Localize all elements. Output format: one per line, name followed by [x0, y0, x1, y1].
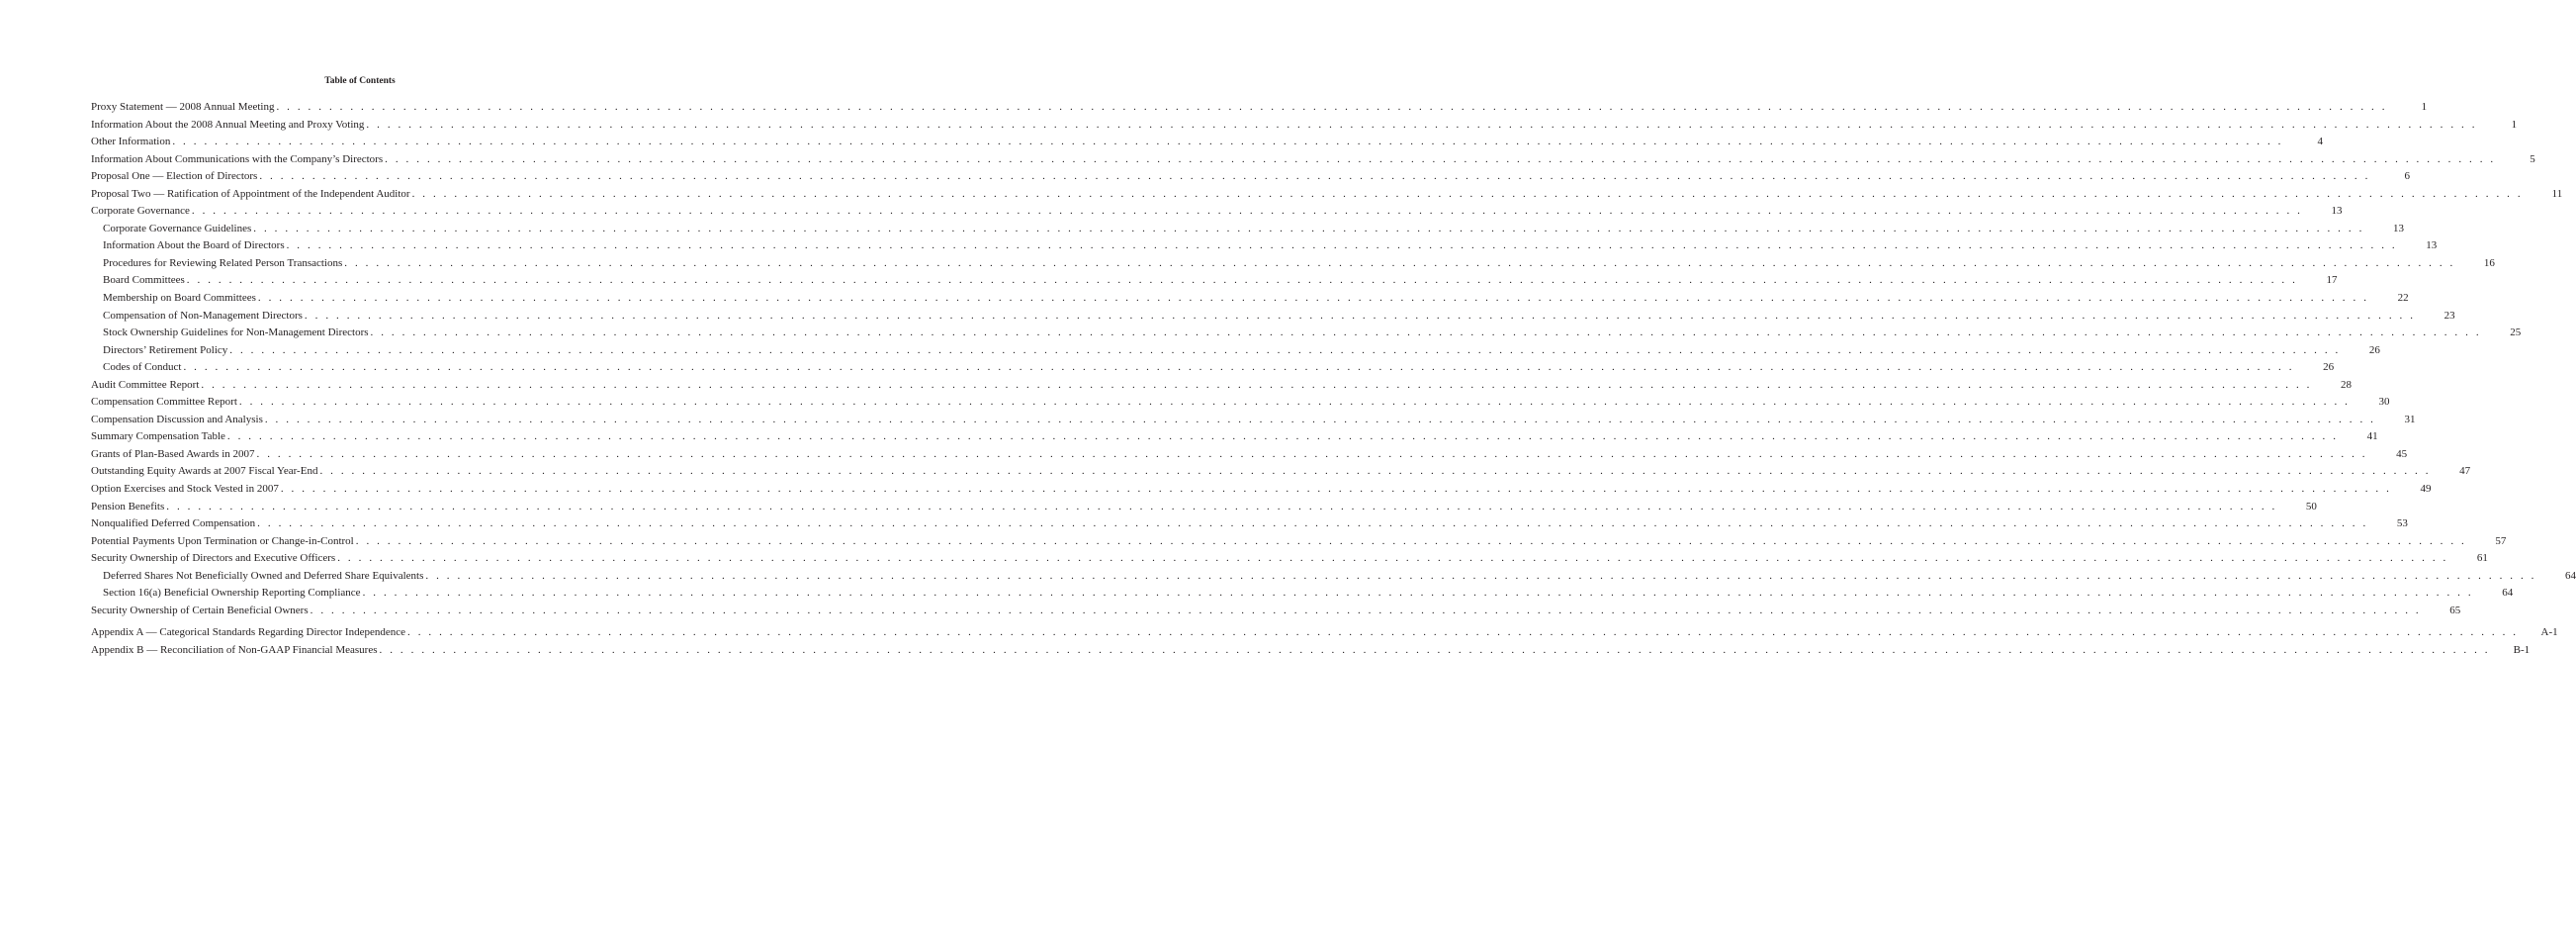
- dot-leader: . . . . . . . . . . . . . . . . . . . . . . . . . . . . . . . . . . . . . . . . . . . . . . . . . . . . . . . . . . . . . . . . . . . . . . . . . . . . . . . . . . . . . . . . . . . . . . . . . . . . . . . . . . . . . . . . . . . . . . . . . . . . . . . . . . . . . . . . . . . . . . . . . . . . . . . . . . . . . . . . . . . . . . . . . . . . . . . . . . . . . . . . . . . . . . . . . . . . . . . .: [370, 326, 2482, 339]
- toc-entry-page-number: 65: [2449, 604, 2461, 616]
- toc-entry-label: Grants of Plan-Based Awards in 2007: [91, 447, 255, 460]
- toc-entry[interactable]: [91, 237, 2438, 255]
- toc-entry-label: Board Committees: [103, 274, 185, 287]
- toc-entry[interactable]: [91, 117, 2518, 135]
- dot-leader: . . . . . . . . . . . . . . . . . . . . . . . . . . . . . . . . . . . . . . . . . . . . . . . . . . . . . . . . . . . . . . . . . . . . . . . . . . . . . . . . . . . . . . . . . . . . . . . . . . . . . . . . . . . . . . . . . . . . . . . . . . . . . . . . . . . . . . . . . . . . . . . . . . . . . . . . . . . . . . . . . . . . . . . . . . . . . . . . . . . . . . . . . . . . . . . . . . . . . . . .: [186, 274, 2298, 287]
- toc-entry-label: Option Exercises and Stock Vested in 2007: [91, 483, 279, 496]
- toc-entry[interactable]: [91, 499, 2317, 516]
- toc-entry-label: Other Information: [91, 136, 171, 148]
- dot-leader: . . . . . . . . . . . . . . . . . . . . . . . . . . . . . . . . . . . . . . . . . . . . . . . . . . . . . . . . . . . . . . . . . . . . . . . . . . . . . . . . . . . . . . . . . . . . . . . . . . . . . . . . . . . . . . . . . . . . . . . . . . . . . . . . . . . . . . . . . . . . . . . . . . . . . . . . . . . . . . . . . . . . . . . . . . . . . . . . . . . . . . . . . . . . . . . . . . . . . . . .: [226, 430, 2339, 443]
- toc-entry-page-number: 23: [2443, 309, 2455, 322]
- toc-entry-page-number: 25: [2510, 326, 2522, 339]
- toc-entry[interactable]: [91, 624, 2558, 642]
- toc-entry[interactable]: [91, 186, 2563, 204]
- toc-entry[interactable]: [91, 463, 2471, 481]
- dot-leader: . . . . . . . . . . . . . . . . . . . . . . . . . . . . . . . . . . . . . . . . . . . . . . . . . . . . . . . . . . . . . . . . . . . . . . . . . . . . . . . . . . . . . . . . . . . . . . . . . . . . . . . . . . . . . . . . . . . . . . . . . . . . . . . . . . . . . . . . . . . . . . . . . . . . . . . . . . . . . . . . . . . . . . . . . . . . . . . . . . . . . . . . . . . . . . . . . . . . . . . .: [411, 187, 2524, 200]
- toc-entry-page-number: 64: [2502, 587, 2514, 600]
- dot-leader: . . . . . . . . . . . . . . . . . . . . . . . . . . . . . . . . . . . . . . . . . . . . . . . . . . . . . . . . . . . . . . . . . . . . . . . . . . . . . . . . . . . . . . . . . . . . . . . . . . . . . . . . . . . . . . . . . . . . . . . . . . . . . . . . . . . . . . . . . . . . . . . . . . . . . . . . . . . . . . . . . . . . . . . . . . . . . . . . . . . . . . . . . . . . . . . . . . . . . . . .: [304, 309, 2416, 322]
- toc-entry-page-number: 26: [2368, 343, 2380, 356]
- toc-entry[interactable]: [91, 446, 2408, 464]
- dot-leader: . . . . . . . . . . . . . . . . . . . . . . . . . . . . . . . . . . . . . . . . . . . . . . . . . . . . . . . . . . . . . . . . . . . . . . . . . . . . . . . . . . . . . . . . . . . . . . . . . . . . . . . . . . . . . . . . . . . . . . . . . . . . . . . . . . . . . . . . . . . . . . . . . . . . . . . . . . . . . . . . . . . . . . . . . . . . . . . . . . . . . . . . . . . . . . . . . . . . . . . .: [355, 534, 2467, 547]
- toc-entry-label: Membership on Board Committees: [103, 292, 256, 305]
- dot-leader: . . . . . . . . . . . . . . . . . . . . . . . . . . . . . . . . . . . . . . . . . . . . . . . . . . . . . . . . . . . . . . . . . . . . . . . . . . . . . . . . . . . . . . . . . . . . . . . . . . . . . . . . . . . . . . . . . . . . . . . . . . . . . . . . . . . . . . . . . . . . . . . . . . . . . . . . . . . . . . . . . . . . . . . . . . . . . . . . . . . . . . . . . . . . . . . . . . . . . . . .: [264, 413, 2376, 425]
- toc-entry-label: Proposal Two — Ratification of Appointment of the Independent Auditor: [91, 187, 410, 200]
- toc-entry-page-number: 22: [2397, 292, 2409, 305]
- toc-entry[interactable]: [91, 325, 2522, 342]
- dot-leader: . . . . . . . . . . . . . . . . . . . . . . . . . . . . . . . . . . . . . . . . . . . . . . . . . . . . . . . . . . . . . . . . . . . . . . . . . . . . . . . . . . . . . . . . . . . . . . . . . . . . . . . . . . . . . . . . . . . . . . . . . . . . . . . . . . . . . . . . . . . . . . . . . . . . . . . . . . . . . . . . . . . . . . . . . . . . . . . . . . . . . . . . . . . . . . . . . . . . . . . .: [337, 552, 2448, 565]
- toc-entry-page-number: 49: [2420, 483, 2432, 496]
- toc-entry[interactable]: [91, 151, 2535, 169]
- dot-leader: . . . . . . . . . . . . . . . . . . . . . . . . . . . . . . . . . . . . . . . . . . . . . . . . . . . . . . . . . . . . . . . . . . . . . . . . . . . . . . . . . . . . . . . . . . . . . . . . . . . . . . . . . . . . . . . . . . . . . . . . . . . . . . . . . . . . . . . . . . . . . . . . . . . . . . . . . . . . . . . . . . . . . . . . . . . . . . . . . . . . . . . . . . . . . . . . . . . . . . . .: [166, 500, 2277, 513]
- toc-entry-page-number: 4: [2317, 136, 2323, 148]
- page-title: Table of Contents: [324, 76, 396, 86]
- toc-entry-page-number: 53: [2396, 517, 2408, 530]
- toc-entry-label: Stock Ownership Guidelines for Non-Management Directors: [103, 326, 369, 339]
- toc-entry[interactable]: [91, 221, 2404, 238]
- dot-leader: . . . . . . . . . . . . . . . . . . . . . . . . . . . . . . . . . . . . . . . . . . . . . . . . . . . . . . . . . . . . . . . . . . . . . . . . . . . . . . . . . . . . . . . . . . . . . . . . . . . . . . . . . . . . . . . . . . . . . . . . . . . . . . . . . . . . . . . . . . . . . . . . . . . . . . . . . . . . . . . . . . . . . . . . . . . . . . . . . . . . . . . . . . . . . . . . . . . . . . . .: [238, 396, 2351, 409]
- toc-entry-page-number: 13: [2331, 205, 2343, 218]
- toc-entry-page-number: 11: [2551, 187, 2563, 200]
- toc-entry-page-number: 28: [2341, 378, 2353, 391]
- toc-entry[interactable]: [91, 359, 2335, 377]
- toc-entry-label: Information About the Board of Directors: [103, 239, 285, 252]
- dot-leader: . . . . . . . . . . . . . . . . . . . . . . . . . . . . . . . . . . . . . . . . . . . . . . . . . . . . . . . . . . . . . . . . . . . . . . . . . . . . . . . . . . . . . . . . . . . . . . . . . . . . . . . . . . . . . . . . . . . . . . . . . . . . . . . . . . . . . . . . . . . . . . . . . . . . . . . . . . . . . . . . . . . . . . . . . . . . . . . . . . . . . . . . . . . . . . . . . . . . . . . .: [407, 626, 2519, 639]
- dot-leader: . . . . . . . . . . . . . . . . . . . . . . . . . . . . . . . . . . . . . . . . . . . . . . . . . . . . . . . . . . . . . . . . . . . . . . . . . . . . . . . . . . . . . . . . . . . . . . . . . . . . . . . . . . . . . . . . . . . . . . . . . . . . . . . . . . . . . . . . . . . . . . . . . . . . . . . . . . . . . . . . . . . . . . . . . . . . . . . . . . . . . . . . . . . . . . . . . . . . . . . .: [366, 118, 2478, 131]
- toc-entry-label: Compensation of Non-Management Directors: [103, 309, 303, 322]
- toc-entry-page-number: 6: [2404, 170, 2410, 183]
- toc-entry[interactable]: [91, 272, 2338, 290]
- toc-entry-label: Potential Payments Upon Termination or Change-in-Control: [91, 534, 354, 547]
- toc-entry-page-number: 26: [2323, 361, 2335, 374]
- toc-entry-label: Directors’ Retirement Policy: [103, 343, 228, 356]
- toc-entry[interactable]: [91, 481, 2432, 499]
- dot-leader: . . . . . . . . . . . . . . . . . . . . . . . . . . . . . . . . . . . . . . . . . . . . . . . . . . . . . . . . . . . . . . . . . . . . . . . . . . . . . . . . . . . . . . . . . . . . . . . . . . . . . . . . . . . . . . . . . . . . . . . . . . . . . . . . . . . . . . . . . . . . . . . . . . . . . . . . . . . . . . . . . . . . . . . . . . . . . . . . . . . . . . . . . . . . . . . . . . . . . . . .: [191, 205, 2303, 218]
- toc-entry-label: Proposal One — Election of Directors: [91, 170, 258, 183]
- toc-entry[interactable]: [91, 308, 2455, 326]
- toc-entry[interactable]: [91, 585, 2514, 603]
- toc-entry-page-number: 17: [2326, 274, 2338, 287]
- toc-entry-page-number: 57: [2495, 534, 2507, 547]
- toc-entry[interactable]: [91, 203, 2343, 221]
- toc-entry-page-number: B-1: [2513, 643, 2531, 656]
- toc-entry-label: Nonqualified Deferred Compensation: [91, 517, 256, 530]
- toc-entry-page-number: 45: [2396, 447, 2408, 460]
- toc-entry-page-number: 5: [2530, 152, 2535, 165]
- toc-entry[interactable]: [91, 290, 2409, 308]
- dot-leader: . . . . . . . . . . . . . . . . . . . . . . . . . . . . . . . . . . . . . . . . . . . . . . . . . . . . . . . . . . . . . . . . . . . . . . . . . . . . . . . . . . . . . . . . . . . . . . . . . . . . . . . . . . . . . . . . . . . . . . . . . . . . . . . . . . . . . . . . . . . . . . . . . . . . . . . . . . . . . . . . . . . . . . . . . . . . . . . . . . . . . . . . . . . . . . . . . . . . . . . .: [379, 643, 2491, 656]
- toc-entry-label: Procedures for Reviewing Related Person Transactions: [103, 256, 343, 269]
- toc-entry[interactable]: [91, 515, 2408, 533]
- dot-leader: . . . . . . . . . . . . . . . . . . . . . . . . . . . . . . . . . . . . . . . . . . . . . . . . . . . . . . . . . . . . . . . . . . . . . . . . . . . . . . . . . . . . . . . . . . . . . . . . . . . . . . . . . . . . . . . . . . . . . . . . . . . . . . . . . . . . . . . . . . . . . . . . . . . . . . . . . . . . . . . . . . . . . . . . . . . . . . . . . . . . . . . . . . . . . . . . . . . . . . . .: [256, 447, 2368, 460]
- dot-leader: . . . . . . . . . . . . . . . . . . . . . . . . . . . . . . . . . . . . . . . . . . . . . . . . . . . . . . . . . . . . . . . . . . . . . . . . . . . . . . . . . . . . . . . . . . . . . . . . . . . . . . . . . . . . . . . . . . . . . . . . . . . . . . . . . . . . . . . . . . . . . . . . . . . . . . . . . . . . . . . . . . . . . . . . . . . . . . . . . . . . . . . . . . . . . . . . . . . . . . . .: [183, 361, 2295, 374]
- toc-entry-label: Appendix B — Reconciliation of Non-GAAP Financial Measures: [91, 643, 378, 656]
- toc-entry[interactable]: [91, 550, 2488, 568]
- toc-entry-label: Compensation Discussion and Analysis: [91, 413, 263, 425]
- toc-entry[interactable]: [91, 603, 2461, 620]
- toc-entry-page-number: 1: [2511, 118, 2518, 131]
- toc-entry[interactable]: [91, 168, 2410, 186]
- toc-entry-page-number: 30: [2378, 396, 2390, 409]
- toc-entry-label: Section 16(a) Beneficial Ownership Reporting Compliance: [103, 587, 361, 600]
- dot-leader: . . . . . . . . . . . . . . . . . . . . . . . . . . . . . . . . . . . . . . . . . . . . . . . . . . . . . . . . . . . . . . . . . . . . . . . . . . . . . . . . . . . . . . . . . . . . . . . . . . . . . . . . . . . . . . . . . . . . . . . . . . . . . . . . . . . . . . . . . . . . . . . . . . . . . . . . . . . . . . . . . . . . . . . . . . . . . . . . . . . . . . . . . . . . . . . . . . . . . . . .: [257, 292, 2369, 305]
- dot-leader: . . . . . . . . . . . . . . . . . . . . . . . . . . . . . . . . . . . . . . . . . . . . . . . . . . . . . . . . . . . . . . . . . . . . . . . . . . . . . . . . . . . . . . . . . . . . . . . . . . . . . . . . . . . . . . . . . . . . . . . . . . . . . . . . . . . . . . . . . . . . . . . . . . . . . . . . . . . . . . . . . . . . . . . . . . . . . . . . . . . . . . . . . . . . . . . . . . . . . . . .: [229, 343, 2341, 356]
- toc-entry-label: Summary Compensation Table: [91, 430, 225, 443]
- toc-entry-label: Corporate Governance: [91, 205, 190, 218]
- toc-entry[interactable]: [91, 428, 2378, 446]
- toc-entry[interactable]: [91, 255, 2495, 273]
- toc-entry[interactable]: [91, 533, 2507, 551]
- dot-leader: . . . . . . . . . . . . . . . . . . . . . . . . . . . . . . . . . . . . . . . . . . . . . . . . . . . . . . . . . . . . . . . . . . . . . . . . . . . . . . . . . . . . . . . . . . . . . . . . . . . . . . . . . . . . . . . . . . . . . . . . . . . . . . . . . . . . . . . . . . . . . . . . . . . . . . . . . . . . . . . . . . . . . . . . . . . . . . . . . . . . . . . . . . . . . . . . . . . . . . . .: [286, 239, 2398, 252]
- dot-leader: . . . . . . . . . . . . . . . . . . . . . . . . . . . . . . . . . . . . . . . . . . . . . . . . . . . . . . . . . . . . . . . . . . . . . . . . . . . . . . . . . . . . . . . . . . . . . . . . . . . . . . . . . . . . . . . . . . . . . . . . . . . . . . . . . . . . . . . . . . . . . . . . . . . . . . . . . . . . . . . . . . . . . . . . . . . . . . . . . . . . . . . . . . . . . . . . . . . . . . . .: [344, 256, 2455, 269]
- dot-leader: . . . . . . . . . . . . . . . . . . . . . . . . . . . . . . . . . . . . . . . . . . . . . . . . . . . . . . . . . . . . . . . . . . . . . . . . . . . . . . . . . . . . . . . . . . . . . . . . . . . . . . . . . . . . . . . . . . . . . . . . . . . . . . . . . . . . . . . . . . . . . . . . . . . . . . . . . . . . . . . . . . . . . . . . . . . . . . . . . . . . . . . . . . . . . . . . . . . . . . . .: [201, 378, 2313, 391]
- toc-entry-page-number: 41: [2366, 430, 2378, 443]
- toc-entry[interactable]: [91, 99, 2428, 117]
- toc-entry-label: Corporate Governance Guidelines: [103, 222, 252, 234]
- toc-entry-page-number: 1: [2421, 101, 2428, 113]
- dot-leader: . . . . . . . . . . . . . . . . . . . . . . . . . . . . . . . . . . . . . . . . . . . . . . . . . . . . . . . . . . . . . . . . . . . . . . . . . . . . . . . . . . . . . . . . . . . . . . . . . . . . . . . . . . . . . . . . . . . . . . . . . . . . . . . . . . . . . . . . . . . . . . . . . . . . . . . . . . . . . . . . . . . . . . . . . . . . . . . . . . . . . . . . . . . . . . . . . . . . . . . .: [259, 170, 2370, 183]
- toc-entry[interactable]: [91, 642, 2531, 660]
- toc-entry[interactable]: [91, 394, 2390, 412]
- dot-leader: . . . . . . . . . . . . . . . . . . . . . . . . . . . . . . . . . . . . . . . . . . . . . . . . . . . . . . . . . . . . . . . . . . . . . . . . . . . . . . . . . . . . . . . . . . . . . . . . . . . . . . . . . . . . . . . . . . . . . . . . . . . . . . . . . . . . . . . . . . . . . . . . . . . . . . . . . . . . . . . . . . . . . . . . . . . . . . . . . . . . . . . . . . . . . . . . . . . . . . . .: [425, 569, 2537, 582]
- toc-entry[interactable]: [91, 134, 2323, 151]
- dot-leader: . . . . . . . . . . . . . . . . . . . . . . . . . . . . . . . . . . . . . . . . . . . . . . . . . . . . . . . . . . . . . . . . . . . . . . . . . . . . . . . . . . . . . . . . . . . . . . . . . . . . . . . . . . . . . . . . . . . . . . . . . . . . . . . . . . . . . . . . . . . . . . . . . . . . . . . . . . . . . . . . . . . . . . . . . . . . . . . . . . . . . . . . . . . . . . . . . . . . . . . .: [276, 101, 2388, 113]
- toc-entry-page-number: 61: [2476, 552, 2488, 565]
- toc-entry-label: Audit Committee Report: [91, 378, 200, 391]
- toc-entry-page-number: 16: [2483, 256, 2495, 269]
- toc-entry-page-number: 47: [2459, 465, 2471, 478]
- dot-leader: . . . . . . . . . . . . . . . . . . . . . . . . . . . . . . . . . . . . . . . . . . . . . . . . . . . . . . . . . . . . . . . . . . . . . . . . . . . . . . . . . . . . . . . . . . . . . . . . . . . . . . . . . . . . . . . . . . . . . . . . . . . . . . . . . . . . . . . . . . . . . . . . . . . . . . . . . . . . . . . . . . . . . . . . . . . . . . . . . . . . . . . . . . . . . . . . . . . . . . . .: [280, 483, 2392, 496]
- dot-leader: . . . . . . . . . . . . . . . . . . . . . . . . . . . . . . . . . . . . . . . . . . . . . . . . . . . . . . . . . . . . . . . . . . . . . . . . . . . . . . . . . . . . . . . . . . . . . . . . . . . . . . . . . . . . . . . . . . . . . . . . . . . . . . . . . . . . . . . . . . . . . . . . . . . . . . . . . . . . . . . . . . . . . . . . . . . . . . . . . . . . . . . . . . . . . . . . . . . . . . . .: [385, 152, 2496, 165]
- toc-entry-label: Compensation Committee Report: [91, 396, 237, 409]
- toc-entry-label: Outstanding Equity Awards at 2007 Fiscal Year-End: [91, 465, 318, 478]
- toc-entry-label: Information About the 2008 Annual Meeting and Proxy Voting: [91, 118, 365, 131]
- toc-entry-label: Deferred Shares Not Beneficially Owned and Deferred Share Equivalents: [103, 569, 424, 582]
- toc-entry-label: Proxy Statement — 2008 Annual Meeting: [91, 101, 275, 113]
- toc-entry-label: Codes of Conduct: [103, 361, 182, 374]
- toc-entry-page-number: A-1: [2540, 626, 2558, 639]
- toc-entry-page-number: 31: [2404, 413, 2416, 425]
- dot-leader: . . . . . . . . . . . . . . . . . . . . . . . . . . . . . . . . . . . . . . . . . . . . . . . . . . . . . . . . . . . . . . . . . . . . . . . . . . . . . . . . . . . . . . . . . . . . . . . . . . . . . . . . . . . . . . . . . . . . . . . . . . . . . . . . . . . . . . . . . . . . . . . . . . . . . . . . . . . . . . . . . . . . . . . . . . . . . . . . . . . . . . . . . . . . . . . . . . . . . . . .: [362, 587, 2474, 600]
- table-of-contents: [91, 99, 2576, 660]
- toc-entry-label: Appendix A — Categorical Standards Regarding Director Independence: [91, 626, 405, 639]
- dot-leader: . . . . . . . . . . . . . . . . . . . . . . . . . . . . . . . . . . . . . . . . . . . . . . . . . . . . . . . . . . . . . . . . . . . . . . . . . . . . . . . . . . . . . . . . . . . . . . . . . . . . . . . . . . . . . . . . . . . . . . . . . . . . . . . . . . . . . . . . . . . . . . . . . . . . . . . . . . . . . . . . . . . . . . . . . . . . . . . . . . . . . . . . . . . . . . . . . . . . . . . .: [257, 517, 2368, 530]
- toc-entry[interactable]: [91, 568, 2576, 586]
- dot-leader: . . . . . . . . . . . . . . . . . . . . . . . . . . . . . . . . . . . . . . . . . . . . . . . . . . . . . . . . . . . . . . . . . . . . . . . . . . . . . . . . . . . . . . . . . . . . . . . . . . . . . . . . . . . . . . . . . . . . . . . . . . . . . . . . . . . . . . . . . . . . . . . . . . . . . . . . . . . . . . . . . . . . . . . . . . . . . . . . . . . . . . . . . . . . . . . . . . . . . . . .: [310, 604, 2422, 616]
- toc-entry-label: Security Ownership of Certain Beneficial Owners: [91, 604, 309, 616]
- toc-entry-page-number: 64: [2565, 569, 2576, 582]
- dot-leader: . . . . . . . . . . . . . . . . . . . . . . . . . . . . . . . . . . . . . . . . . . . . . . . . . . . . . . . . . . . . . . . . . . . . . . . . . . . . . . . . . . . . . . . . . . . . . . . . . . . . . . . . . . . . . . . . . . . . . . . . . . . . . . . . . . . . . . . . . . . . . . . . . . . . . . . . . . . . . . . . . . . . . . . . . . . . . . . . . . . . . . . . . . . . . . . . . . . . . . . .: [253, 222, 2364, 234]
- dot-leader: . . . . . . . . . . . . . . . . . . . . . . . . . . . . . . . . . . . . . . . . . . . . . . . . . . . . . . . . . . . . . . . . . . . . . . . . . . . . . . . . . . . . . . . . . . . . . . . . . . . . . . . . . . . . . . . . . . . . . . . . . . . . . . . . . . . . . . . . . . . . . . . . . . . . . . . . . . . . . . . . . . . . . . . . . . . . . . . . . . . . . . . . . . . . . . . . . . . . . . . .: [172, 136, 2283, 148]
- toc-entry-page-number: 50: [2305, 500, 2317, 513]
- toc-entry[interactable]: [91, 377, 2353, 395]
- dot-leader: . . . . . . . . . . . . . . . . . . . . . . . . . . . . . . . . . . . . . . . . . . . . . . . . . . . . . . . . . . . . . . . . . . . . . . . . . . . . . . . . . . . . . . . . . . . . . . . . . . . . . . . . . . . . . . . . . . . . . . . . . . . . . . . . . . . . . . . . . . . . . . . . . . . . . . . . . . . . . . . . . . . . . . . . . . . . . . . . . . . . . . . . . . . . . . . . . . . . . . . .: [319, 465, 2432, 478]
- toc-entry-label: Information About Communications with the Company’s Directors: [91, 152, 384, 165]
- toc-entry-page-number: 13: [2392, 222, 2404, 234]
- toc-entry-label: Security Ownership of Directors and Executive Officers: [91, 552, 336, 565]
- toc-entry[interactable]: [91, 342, 2380, 360]
- toc-entry-page-number: 13: [2426, 239, 2438, 252]
- toc-entry[interactable]: [91, 412, 2416, 429]
- toc-entry-label: Pension Benefits: [91, 500, 165, 513]
